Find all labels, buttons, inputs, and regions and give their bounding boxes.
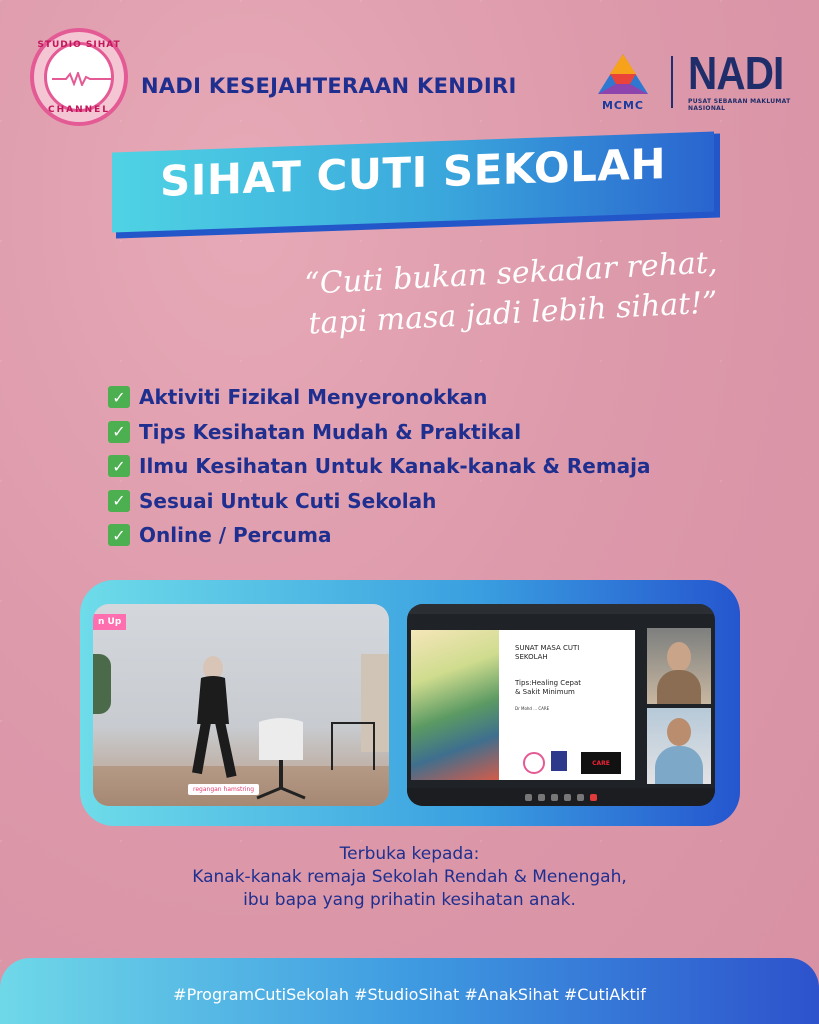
audience-heading: Terbuka kepada: — [339, 844, 480, 864]
mic-icon[interactable] — [525, 794, 532, 801]
studio-sihat-logo — [30, 28, 128, 126]
feature-text: Aktiviti Fizikal Menyeronokkan — [139, 385, 488, 410]
more-icon[interactable] — [577, 794, 584, 801]
hashtags: #ProgramCutiSekolah #StudioSihat #AnakSihat #CutiAktif — [173, 985, 646, 1004]
audience-line: Kanak-kanak remaja Sekolah Rendah & Menengah, — [192, 867, 627, 887]
quote-line-2: tapi masa jadi lebih sihat!” — [307, 285, 719, 342]
mcmc-logo — [590, 52, 656, 112]
heartbeat-icon — [52, 72, 112, 86]
slide-subtitle-line: & Sakit Minimum — [515, 688, 575, 696]
checkmark-icon: ✓ — [108, 490, 130, 512]
slide-title-line: SEKOLAH — [515, 653, 548, 661]
studio-sihat-badge-icon — [523, 752, 545, 774]
feature-text: Online / Percuma — [139, 523, 332, 548]
chair — [251, 714, 311, 800]
header-divider — [671, 56, 673, 108]
video-tag: n Up — [93, 614, 126, 630]
care-logo: CARE — [581, 752, 621, 774]
exercise-photo — [93, 604, 389, 806]
feature-item — [108, 518, 651, 553]
participant-body — [655, 746, 703, 784]
camera-icon[interactable] — [538, 794, 545, 801]
participant-video-2 — [647, 708, 711, 784]
online-meeting-screenshot — [407, 604, 715, 806]
slide-subtitle — [515, 679, 581, 697]
feature-item — [108, 415, 651, 450]
plant — [93, 654, 111, 714]
mcmc-label: MCMC — [601, 99, 645, 112]
feature-item — [108, 449, 651, 484]
video-caption: regangan hamstring — [188, 784, 259, 795]
participant-face — [667, 718, 691, 746]
instructor-figure — [175, 654, 245, 784]
reactions-icon[interactable] — [564, 794, 571, 801]
feature-item — [108, 484, 651, 519]
quote-line-1: “Cuti bukan sekadar rehat, — [303, 245, 719, 302]
checkmark-icon: ✓ — [108, 386, 130, 408]
feature-list — [108, 380, 651, 553]
feature-item — [108, 380, 651, 415]
slide-title-line: SUNAT MASA CUTI — [515, 644, 580, 652]
slide-image — [411, 630, 499, 780]
slide-subtitle-line: Tips:Healing Cepat — [515, 679, 581, 687]
presentation-slide — [411, 630, 635, 780]
checkmark-icon: ✓ — [108, 524, 130, 546]
audience-info — [0, 843, 819, 912]
leave-call-icon[interactable] — [590, 794, 597, 801]
header-title: NADI KESEJAHTERAAN KENDIRI — [141, 74, 517, 98]
side-table — [331, 722, 375, 770]
nadi-label: NADI — [688, 47, 784, 99]
participant-face — [667, 642, 691, 672]
mcmc-triangle-icon — [590, 52, 656, 98]
feature-text: Tips Kesihatan Mudah & Praktikal — [139, 419, 522, 444]
banner-title: SIHAT CUTI SEKOLAH — [159, 139, 667, 206]
slide-presenter: Dr Mohd ... CARE — [515, 706, 550, 711]
feature-text: Ilmu Kesihatan Untuk Kanak-kanak & Remaja — [139, 454, 651, 479]
feature-text: Sesuai Untuk Cuti Sekolah — [139, 488, 437, 513]
meeting-controls — [407, 788, 715, 806]
audience-line: ibu bapa yang prihatin kesihatan anak. — [243, 890, 576, 910]
share-icon[interactable] — [551, 794, 558, 801]
logo-top-text: STUDIO SIHAT — [37, 40, 121, 50]
nadi-sub-label: PUSAT SEBARAN MAKLUMAT NASIONAL — [688, 98, 791, 112]
participant-body — [657, 670, 701, 704]
nadi-logo — [688, 47, 819, 112]
participant-video-1 — [647, 628, 711, 704]
checkmark-icon: ✓ — [108, 455, 130, 477]
slide-title — [515, 644, 579, 662]
meeting-topbar — [407, 604, 715, 614]
logo-bottom-text: CHANNEL — [47, 105, 111, 115]
checkmark-icon: ✓ — [108, 421, 130, 443]
crest-icon — [551, 751, 567, 771]
